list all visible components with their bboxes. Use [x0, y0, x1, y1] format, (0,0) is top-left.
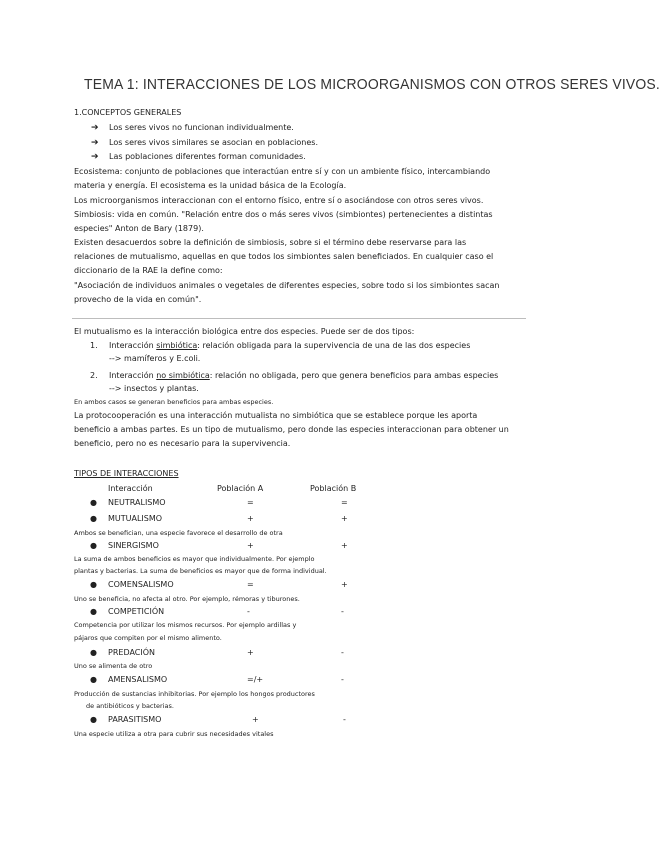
paragraph-line: relaciones de mutualismo, aquellas en que todos los simbiontes salen beneficiados. En cualquier caso el [74, 252, 494, 261]
interaction-note: Uno se alimenta de otro [74, 662, 153, 670]
population-a-effect: + [247, 541, 254, 550]
column-header-population-b: Población B [310, 484, 357, 493]
interaction-note: de antibióticos y bacterias. [86, 702, 174, 710]
paragraph-line: diccionario de la RAE la define como: [74, 266, 223, 275]
list-item-example: --> insectos y plantas. [109, 384, 199, 393]
population-b-effect: = [341, 498, 348, 507]
interaction-name: AMENSALISMO [108, 675, 168, 684]
bullet-dot-icon: ● [90, 580, 97, 589]
population-a-effect: = [247, 580, 254, 589]
arrow-bullet-icon: ➔ [91, 152, 99, 162]
interaction-note: plantas y bacterias. La suma de beneficios es mayor que de forma individual. [74, 567, 327, 575]
horizontal-divider [72, 318, 526, 319]
paragraph-line: Existen desacuerdos sobre la definición de simbiosis, sobre si el término debe reservarse para las [74, 238, 467, 247]
arrow-bullet-icon: ➔ [91, 123, 99, 133]
bullet-dot-icon: ● [90, 607, 97, 616]
interaction-note: Producción de sustancias inhibitorias. Por ejemplo los hongos productores [74, 690, 315, 698]
interaction-note: Uno se beneficia, no afecta al otro. Por ejemplo, rémoras y tiburones. [74, 595, 300, 603]
bullet-dot-icon: ● [90, 498, 97, 507]
population-b-effect: - [341, 607, 344, 616]
bullet-item: Los seres vivos no funcionan individualmente. [109, 123, 294, 132]
interaction-note: Ambos se benefician, una especie favorece el desarrollo de otra [74, 529, 283, 537]
column-header-interaction: Interacción [108, 484, 153, 493]
population-a-effect: =/+ [247, 675, 264, 684]
bullet-item: Las poblaciones diferentes forman comunidades. [109, 152, 306, 161]
interaction-note: pájaros que compiten por el mismo alimento. [74, 634, 222, 642]
bullet-dot-icon: ● [90, 715, 97, 724]
interaction-name: COMPETICIÓN [108, 607, 165, 616]
interaction-name: NEUTRALISMO [108, 498, 166, 507]
bullet-dot-icon: ● [90, 514, 97, 523]
bullet-item: Los seres vivos similares se asocian en poblaciones. [109, 138, 318, 147]
interaction-note: Competencia por utilizar los mismos recursos. Por ejemplo ardillas y [74, 621, 297, 629]
bullet-dot-icon: ● [90, 541, 97, 550]
types-heading: TIPOS DE INTERACCIONES [74, 469, 179, 478]
list-item-symbiotic: Interacción simbiótica: relación obligada para la supervivencia de una de las dos especies [109, 341, 471, 350]
interaction-note: Una especie utiliza a otra para cubrir sus necesidades vitales [74, 730, 274, 738]
paragraph-line: beneficio a ambas partes. Es un tipo de mutualismo, pero donde las especies interaccionan para obtener un [74, 425, 509, 434]
paragraph-line: Simbiosis: vida en común. "Relación entre dos o más seres vivos (simbiontes) pertenecientes a distintas [74, 210, 493, 219]
population-a-effect: = [247, 498, 254, 507]
population-b-effect: - [341, 648, 344, 657]
page-title: TEMA 1: INTERACCIONES DE LOS MICROORGANISMOS CON OTROS SERES VIVOS. [84, 76, 660, 93]
interaction-name: SINERGISMO [108, 541, 159, 550]
bullet-dot-icon: ● [90, 675, 97, 684]
interaction-name: COMENSALISMO [108, 580, 174, 589]
population-b-effect: + [341, 514, 348, 523]
column-header-population-a: Población A [217, 484, 264, 493]
section-heading: 1.CONCEPTOS GENERALES [74, 108, 182, 117]
quote-line: "Asociación de individuos animales o vegetales de diferentes especies, sobre todo si los simbiontes sacan [74, 281, 500, 290]
population-a-effect: + [247, 648, 254, 657]
list-number: 2. [90, 371, 98, 380]
population-a-effect: - [247, 607, 250, 616]
population-b-effect: + [341, 541, 348, 550]
interaction-name: PREDACIÓN [108, 648, 156, 657]
arrow-bullet-icon: ➔ [91, 138, 99, 148]
paragraph-line: materia y energía. El ecosistema es la unidad básica de la Ecología. [74, 181, 347, 190]
population-a-effect: + [252, 715, 259, 724]
population-b-effect: + [341, 580, 348, 589]
paragraph-line: beneficio, pero no es necesario para la supervivencia. [74, 439, 291, 448]
paragraph-line: La protocooperación es una interacción mutualista no simbiótica que se establece porque les aporta [74, 411, 478, 420]
population-a-effect: + [247, 514, 254, 523]
interaction-name: PARASITISMO [108, 715, 162, 724]
interaction-note: La suma de ambos beneficios es mayor que individualmente. Por ejemplo [74, 555, 315, 563]
list-item-non-symbiotic: Interacción no simbiótica: relación no obligada, pero que genera beneficios para ambas especies [109, 371, 499, 380]
interaction-name: MUTUALISMO [108, 514, 163, 523]
bullet-dot-icon: ● [90, 648, 97, 657]
note: En ambos casos se generan beneficios para ambas especies. [74, 398, 274, 406]
paragraph-line: especies" Anton de Bary (1879). [74, 224, 204, 233]
list-number: 1. [90, 341, 98, 350]
list-item-example: --> mamíferos y E.coli. [109, 354, 201, 363]
population-b-effect: - [341, 675, 344, 684]
population-b-effect: - [343, 715, 346, 724]
paragraph-line: Los microorganismos interaccionan con el entorno físico, entre sí o asociándose con otros seres vivos. [74, 196, 484, 205]
quote-line: provecho de la vida en común". [74, 295, 202, 304]
paragraph-line: Ecosistema: conjunto de poblaciones que interactúan entre sí y con un ambiente físico, intercambiando [74, 167, 491, 176]
mutualism-intro: El mutualismo es la interacción biológica entre dos especies. Puede ser de dos tipos: [74, 327, 415, 336]
